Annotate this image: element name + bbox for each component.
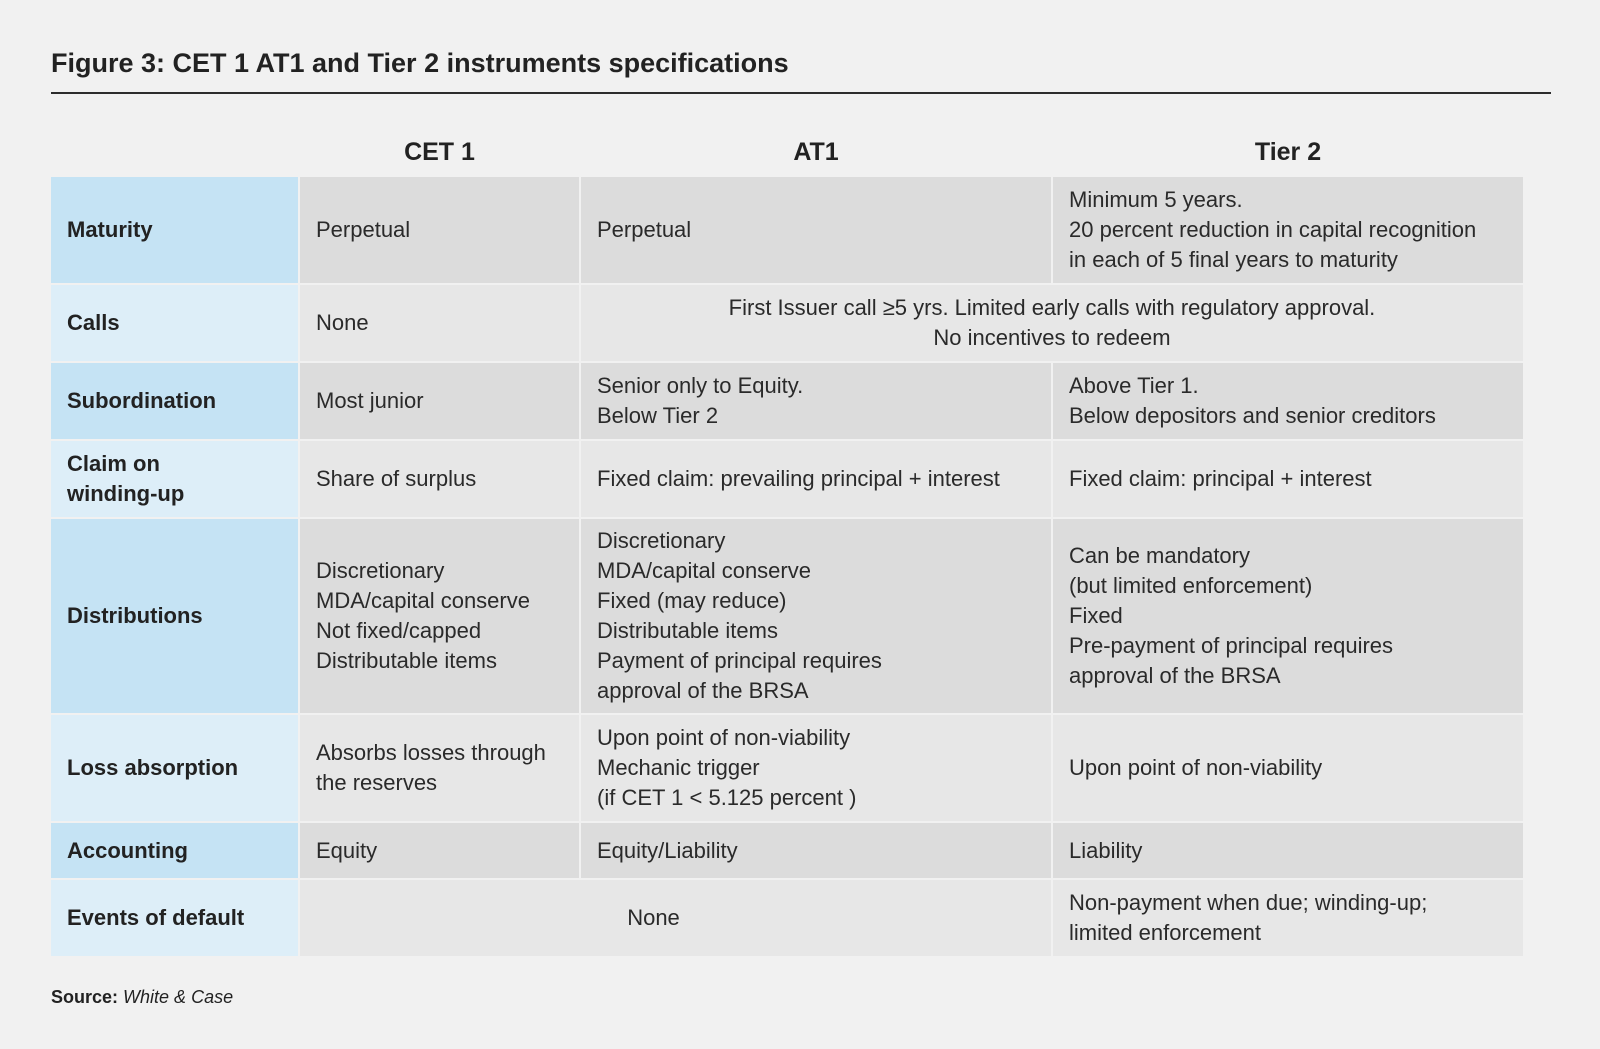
row-events-of-default	[51, 880, 1523, 956]
cell-at1: Discretionary MDA/capital conserve Fixed (may reduce) Distributable items Payment of principal requires approval of the BRSA	[581, 519, 1051, 713]
row-loss-absorption	[51, 715, 1523, 821]
row-subordination	[51, 363, 1523, 439]
row-label: Loss absorption	[51, 715, 298, 821]
cell-at1: Senior only to Equity. Below Tier 2	[581, 363, 1051, 439]
row-calls	[51, 285, 1523, 361]
source-note	[51, 987, 233, 1008]
cell-tier2: Upon point of non-viability	[1053, 715, 1523, 821]
source-label: Source:	[51, 987, 119, 1007]
row-label: Accounting	[51, 823, 298, 878]
source-value: White & Case	[123, 987, 234, 1007]
cell-at1: Upon point of non-viability Mechanic trigger (if CET 1 < 5.125 percent )	[581, 715, 1051, 821]
cell-cet1: Absorbs losses through the reserves	[300, 715, 579, 821]
cell-cet1: Discretionary MDA/capital conserve Not fixed/capped Distributable items	[300, 519, 579, 713]
header-blank	[51, 129, 298, 175]
cell-at1: Fixed claim: prevailing principal + interest	[581, 441, 1051, 517]
row-label: Claim on winding-up	[51, 441, 298, 517]
row-accounting	[51, 823, 1523, 878]
cell-at1: Equity/Liability	[581, 823, 1051, 878]
cell-cet1: Share of surplus	[300, 441, 579, 517]
cell-cet1-at1: None	[300, 880, 1051, 956]
header-cet1: CET 1	[404, 137, 475, 166]
cell-tier2: Above Tier 1. Below depositors and senior creditors	[1053, 363, 1523, 439]
row-label: Subordination	[51, 363, 298, 439]
figure-title: Figure 3: CET 1 AT1 and Tier 2 instruments specifications	[51, 48, 789, 78]
cell-at1-tier2: First Issuer call ≥5 yrs. Limited early calls with regulatory approval. No incentives to redeem	[581, 285, 1523, 361]
row-distributions	[51, 519, 1523, 713]
cell-cet1: Equity	[300, 823, 579, 878]
row-maturity	[51, 177, 1523, 283]
row-label: Maturity	[51, 177, 298, 283]
cell-cet1: None	[300, 285, 579, 361]
specifications-table	[49, 127, 1525, 958]
cell-cet1: Most junior	[300, 363, 579, 439]
cell-tier2: Can be mandatory (but limited enforcement) Fixed Pre-payment of principal requires approval of the BRSA	[1053, 519, 1523, 713]
row-label: Distributions	[51, 519, 298, 713]
header-row	[51, 129, 1523, 175]
cell-at1: Perpetual	[581, 177, 1051, 283]
header-at1: AT1	[793, 137, 839, 166]
row-claim	[51, 441, 1523, 517]
cell-cet1: Perpetual	[300, 177, 579, 283]
row-label: Events of default	[51, 880, 298, 956]
cell-tier2: Minimum 5 years. 20 percent reduction in capital recognition in each of 5 final years to maturity	[1053, 177, 1523, 283]
cell-tier2: Fixed claim: principal + interest	[1053, 441, 1523, 517]
header-tier2: Tier 2	[1254, 137, 1322, 166]
cell-tier2: Non-payment when due; winding-up; limited enforcement	[1053, 880, 1523, 956]
title-rule	[51, 92, 1551, 94]
cell-tier2: Liability	[1053, 823, 1523, 878]
row-label: Calls	[51, 285, 298, 361]
